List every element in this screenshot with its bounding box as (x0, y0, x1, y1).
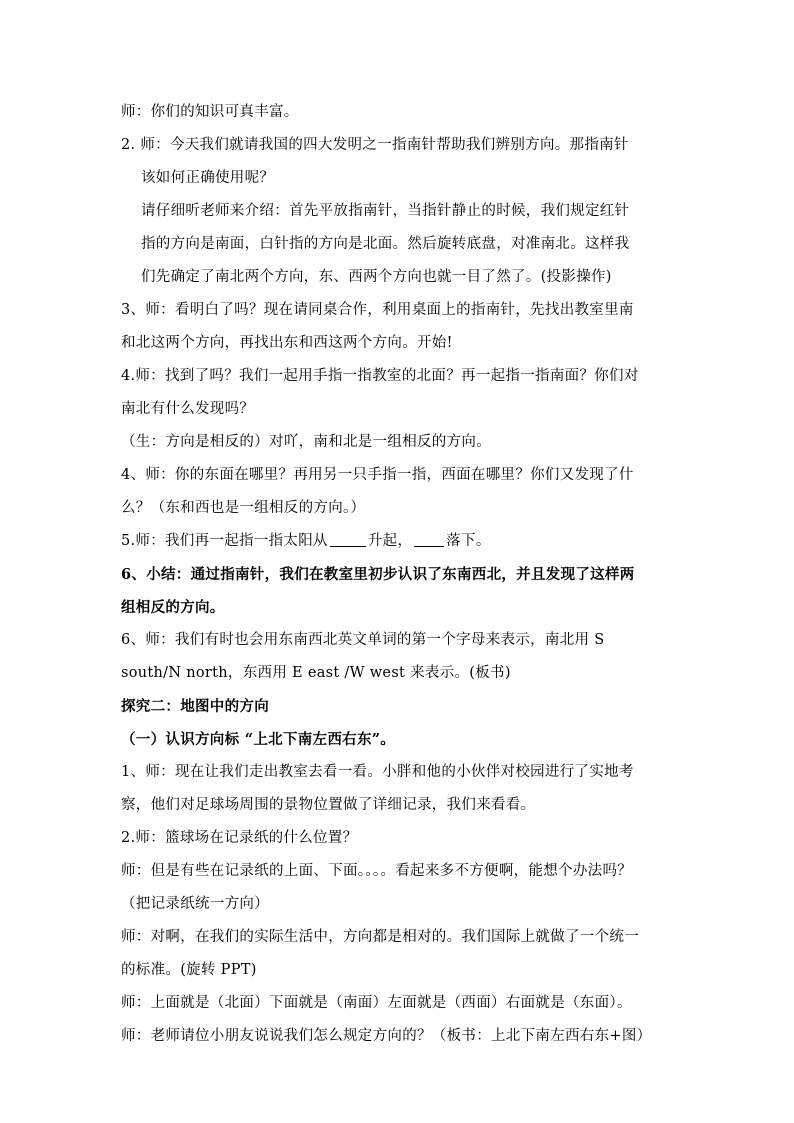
section-heading: 探究二：地图中的方向 (121, 698, 269, 715)
text-line: 3、师：看明白了吗？现在请同桌合作，利用桌面上的指南针，先找出教室里南 (121, 302, 634, 318)
text-line: 该如何正确使用呢？ (141, 170, 275, 186)
text-line: （生：方向是相反的）对吖，南和北是一组相反的方向。 (121, 434, 491, 450)
text-line: 师：但是有些在记录纸的上面、下面。。。。看起来多不方便啊，能想个办法吗？ (121, 863, 633, 879)
text-line: 4、师：你的东面在哪里？再用另一只手指一指，西面在哪里？你们又发现了什 (121, 467, 634, 483)
summary-line: 6、小结：通过指南针，我们在教室里初步认识了东南西北，并且发现了这样两 (121, 566, 635, 583)
text-line: 师：老师请位小朋友说说我们怎么规定方向的？（板书：上北下南左西右东+图） (121, 1028, 652, 1044)
text-line: 师：对啊，在我们的实际生活中，方向都是相对的。我们国际上就做了一个统一 (121, 929, 639, 945)
sun-line-prefix: 5.师：我们再一起指一指太阳从 (121, 533, 328, 549)
sun-line-middle: 升起， (367, 533, 413, 549)
text-line: 2. 师：今天我们就请我国的四大发明之一指南针帮助我们辨别方向。那指南针 (121, 137, 629, 153)
summary-line: 组相反的方向。 (121, 599, 225, 616)
text-line: south/N north，东西用 E east /W west 来表示。(板书) (121, 665, 511, 681)
subsection-heading: （一）认识方向标 “上北下南左西右东”。 (121, 731, 396, 748)
text-line: 6、师：我们有时也会用东南西北英文单词的第一个字母来表示，南北用 S (121, 632, 605, 648)
text-line: 么？（东和西也是一组相反的方向。） (121, 500, 366, 516)
text-line: 指的方向是南面，白针指的方向是北面。然后旋转底盘，对准南北。这样我 (141, 236, 630, 252)
text-line: 的标准。(旋转 PPT) (121, 962, 257, 978)
text-line: 师：你们的知识可真丰富。 (121, 104, 299, 120)
text-line: 请仔细听老师来介绍：首先平放指南针，当指针静止的时候，我们规定红针 (141, 203, 630, 219)
blank-underline (414, 532, 444, 547)
fill-in-blank-line (121, 525, 677, 558)
text-line: 们先确定了南北两个方向，东、西两个方向也就一目了然了。(投影操作) (141, 269, 612, 285)
text-line: 察，他们对足球场周围的景物位置做了详细记录，我们来看看。 (121, 797, 536, 813)
text-line: 师：上面就是（北面）下面就是（南面）左面就是（西面）右面就是（东面）。 (121, 995, 632, 1011)
sun-line-suffix: 落下。 (446, 533, 491, 549)
text-line: 4.师：找到了吗？我们一起用手指一指教室的北面？再一起指一指南面？你们对 (121, 368, 639, 384)
text-line: 2.师：篮球场在记录纸的什么位置？ (121, 830, 358, 846)
text-line: （把记录纸统一方向） (121, 896, 269, 912)
text-line: 1、师：现在让我们走出教室去看一看。小胖和他的小伙伴对校园进行了实地考 (121, 764, 634, 780)
text-line: 南北有什么发现吗？ (121, 401, 255, 417)
blank-underline (330, 532, 366, 547)
text-line: 和北这两个方向，再找出东和西这两个方向。开始! (121, 335, 453, 351)
document-body (121, 96, 677, 1053)
